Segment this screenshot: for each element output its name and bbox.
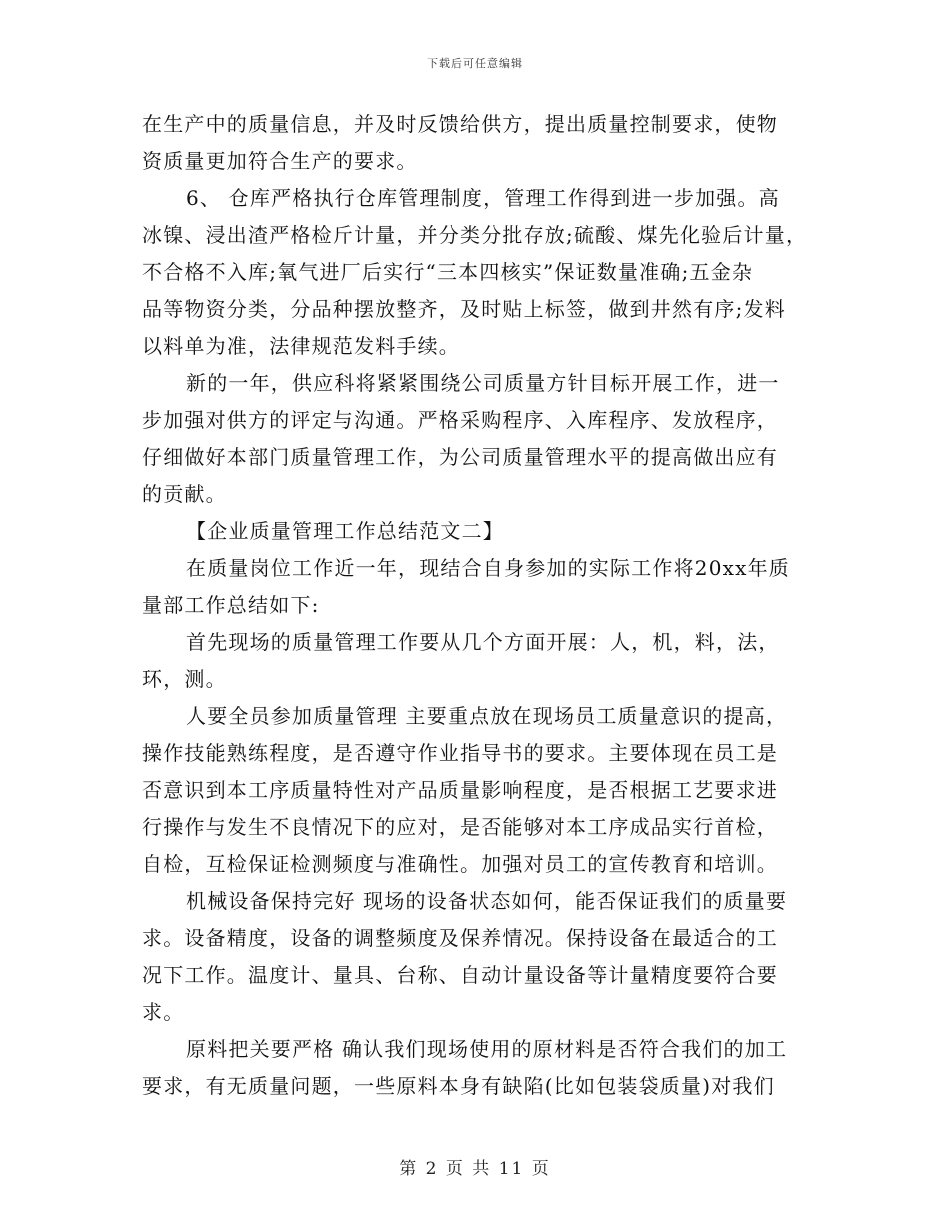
text-line: 【企业质量管理工作总结范文二】 (186, 519, 504, 543)
text-line: 新的一年，供应科将紧紧围绕公司质量方针目标开展工作，进一 (186, 371, 780, 395)
text-line: 在生产中的质量信息，并及时反馈给供方，提出质量控制要求，使物 (142, 112, 778, 136)
text-line: 求。 (142, 1000, 185, 1024)
text-line: 步加强对供方的评定与沟通。严格采购程序、入库程序、发放程序， (142, 408, 778, 432)
document-body (142, 106, 810, 1105)
text-line: 以料单为准，法律规范发料手续。 (142, 334, 460, 358)
text-line: 资质量更加符合生产的要求。 (142, 149, 418, 173)
text-line: 况下工作。温度计、量具、台称、自动计量设备等计量精度要符合要 (142, 963, 778, 987)
text-line: 行操作与发生不良情况下的应对，是否能够对本工序成品实行首检， (142, 815, 778, 839)
page-number: 第 2 页 共 11 页 (399, 1159, 551, 1179)
text-line: 人要全员参加质量管理 主要重点放在现场员工质量意识的提高， (186, 704, 788, 728)
text-line: 品等物资分类，分品种摆放整齐，及时贴上标签，做到井然有序;发料 (142, 297, 786, 321)
text-line: 否意识到本工序质量特性对产品质量影响程度，是否根据工艺要求进 (142, 778, 778, 802)
text-line: 原料把关要严格 确认我们现场使用的原材料是否符合我们的加工 (186, 1037, 788, 1061)
text-line: 在质量岗位工作近一年，现结合自身参加的实际工作将20xx年质 (186, 556, 791, 580)
text-line: 要求，有无质量问题，一些原料本身有缺陷(比如包装袋质量)对我们 (142, 1074, 775, 1098)
text-line: 求。设备精度，设备的调整频度及保养情况。保持设备在最适合的工 (142, 926, 778, 950)
text-line: 6、 仓库严格执行仓库管理制度，管理工作得到进一步加强。高 (186, 186, 780, 210)
text-line: 冰镍、浸出渣严格检斤计量，并分类分批存放;硫酸、煤先化验后计量， (142, 223, 808, 247)
text-line: 环，测。 (142, 667, 227, 691)
page-header-note: 下载后可任意编辑 (427, 57, 523, 70)
text-line: 自检，互检保证检测频度与准确性。加强对员工的宣传教育和培训。 (142, 852, 778, 876)
text-line: 量部工作总结如下: (142, 593, 320, 617)
text-line: 机械设备保持完好 现场的设备状态如何，能否保证我们的质量要 (186, 889, 788, 913)
text-line: 操作技能熟练程度，是否遵守作业指导书的要求。主要体现在员工是 (142, 741, 778, 765)
text-line: 仔细做好本部门质量管理工作，为公司质量管理水平的提高做出应有 (142, 445, 778, 469)
text-line: 不合格不入库;氧气进厂后实行“三本四核实”保证数量准确;五金杂 (142, 260, 754, 284)
text-line: 首先现场的质量管理工作要从几个方面开展：人，机，料，法， (186, 630, 780, 654)
text-line: 的贡献。 (142, 482, 227, 506)
